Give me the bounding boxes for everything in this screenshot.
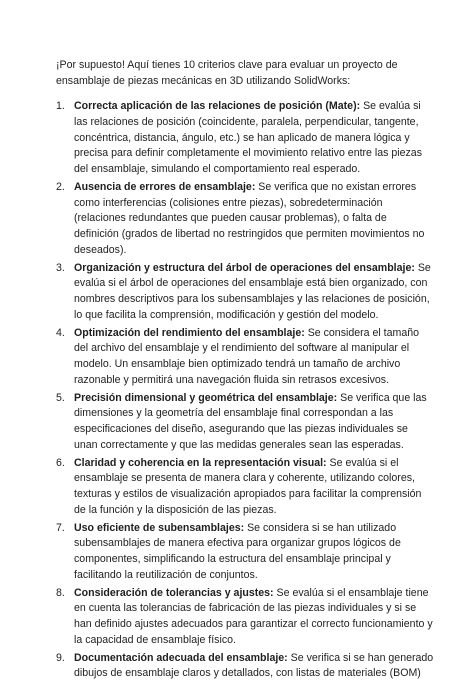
criterion-description: Se considera el tamaño del archivo del ensamblaje y el rendimiento del software al manipular el modelo. Un ensamblaje bien optimizado tendrá un tamaño de archivo razonable y permitirá una navegación fluida sin retrasos excesivos. <box>74 326 420 386</box>
criterion-description: Se verifica que no existan errores como interferencias (colisiones entre piezas), sobredeterminación (relaciones redundantes que pueden causar problemas), o falta de definición (grados de libertad no restringidos que permiten movimientos no deseados). <box>74 180 425 256</box>
criterion-title: Claridad y coherencia en la representación visual: <box>74 456 327 469</box>
list-item <box>56 326 434 389</box>
list-item <box>56 456 434 519</box>
list-number: 4. <box>56 326 65 339</box>
list-number: 3. <box>56 261 65 274</box>
criterion-title: Documentación adecuada del ensamblaje: <box>74 651 288 664</box>
list-item <box>56 261 434 324</box>
intro-paragraph: ¡Por supuesto! Aquí tienes 10 criterios clave para evaluar un proyecto de ensamblaje de piezas mecánicas en 3D utilizando SolidWorks: <box>56 59 398 87</box>
criterion-description: Se evalúa si el ensamblaje se presenta de manera clara y coherente, utilizando colores, texturas y estilos de visualización apropiados para facilitar la comprensión de la función y la disposición de las piezas. <box>74 456 422 516</box>
list-number: 7. <box>56 521 65 534</box>
criterion-title: Precisión dimensional y geométrica del ensamblaje: <box>74 391 338 404</box>
list-number: 2. <box>56 180 65 193</box>
criterion-description: Se considera si se han utilizado subensamblajes de manera efectiva para organizar grupos lógicos de componentes, simplificando la estructura del ensamblaje principal y facilitando la reutilización de conjuntos. <box>74 521 401 581</box>
criterion-title: Uso eficiente de subensamblajes: <box>74 521 245 534</box>
list-number: 9. <box>56 651 65 664</box>
list-number: 6. <box>56 456 65 469</box>
criterion-description: Se verifica si se han generado dibujos de ensamblaje claros y detallados, con listas de materiales (BOM) <box>74 651 434 680</box>
criterion-title: Consideración de tolerancias y ajustes: <box>74 586 274 599</box>
list-item <box>56 391 434 454</box>
criterion-title: Organización y estructura del árbol de operaciones del ensamblaje: <box>74 261 415 274</box>
list-item <box>56 651 434 682</box>
criterion-description: Se evalúa si el ensamblaje tiene en cuenta las tolerancias de fabricación de las piezas individuales y si se han definido ajustes adecuados para garantizar el correcto funcionamiento y la capacidad de ensamblaje físico. <box>74 586 433 646</box>
list-item <box>56 521 434 584</box>
criterion-description: Se evalúa si las relaciones de posición (coincidente, paralela, perpendicular, tangente, concéntrica, distancia, ángulo, etc.) se han aplicado de manera lógica y precisa para definir completamente el movimiento relativo entre las piezas del ensamblaje, simulando el comportamiento real esperado. <box>74 100 422 175</box>
list-number: 5. <box>56 391 65 404</box>
criterion-description: Se evalúa si el árbol de operaciones del ensamblaje está bien organizado, con nombres descriptivos para los subensamblajes y las relaciones de posición, lo que facilita la comprensión, modificación y gestión del modelo. <box>74 261 431 321</box>
list-number: 1. <box>56 100 65 113</box>
criteria-list <box>56 99 434 682</box>
criterion-title: Correcta aplicación de las relaciones de posición (Mate): <box>74 100 361 113</box>
list-item <box>56 586 434 649</box>
list-item <box>56 99 434 178</box>
list-number: 8. <box>56 586 65 599</box>
list-item <box>56 180 434 259</box>
criterion-description: Se verifica que las dimensiones y la geometría del ensamblaje final correspondan a las especificaciones del diseño, asegurando que las piezas individuales se unan correctamente y que las medidas generales sean las esperadas. <box>74 391 427 451</box>
criterion-title: Ausencia de errores de ensamblaje: <box>74 180 256 193</box>
criterion-title: Optimización del rendimiento del ensamblaje: <box>74 326 305 339</box>
